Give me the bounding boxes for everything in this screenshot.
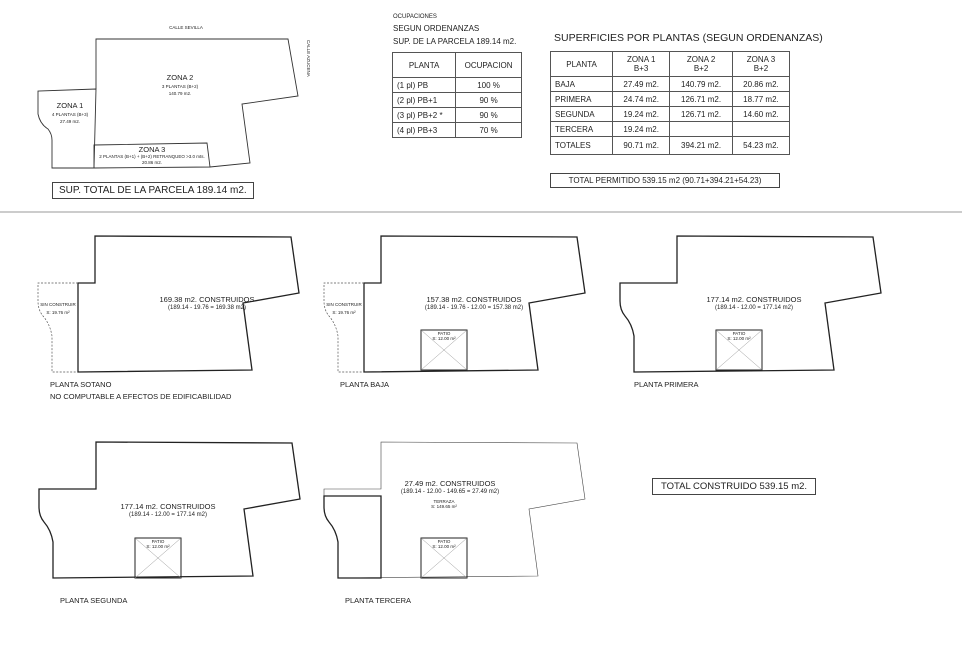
zone-1-title: ZONA 1 xyxy=(56,101,84,110)
cell: 100 % xyxy=(456,78,522,93)
table-row xyxy=(551,92,790,107)
plan-tercera-terraza: TERRAZA xyxy=(433,499,455,504)
total-permitido-box: TOTAL PERMITIDO 539.15 m2 (90.71+394.21+54.23) xyxy=(550,173,780,188)
zone-1-floors: 4 PLANTAS (B+3) xyxy=(51,112,89,117)
cell: 27.49 m2. xyxy=(613,77,670,92)
terraza-outline xyxy=(324,442,585,578)
cell: TOTALES xyxy=(551,137,613,155)
cell: 14.60 m2. xyxy=(732,107,789,122)
plan-tercera-patio: PATIO xyxy=(437,539,451,544)
header-cell: PLANTA xyxy=(551,52,613,77)
plan-primera-patio-area: S: 12.00 m² xyxy=(727,336,751,341)
plan-tercera-name: PLANTA TERCERA xyxy=(345,596,411,605)
table-row xyxy=(551,122,790,137)
cell: 70 % xyxy=(456,123,522,138)
cell: 126.71 m2. xyxy=(670,92,733,107)
superficies-title: SUPERFICIES POR PLANTAS (SEGUN ORDENANZAS) xyxy=(554,32,823,44)
cell: 20.86 m2. xyxy=(732,77,789,92)
plan-primera-built: 177.14 m2. CONSTRUIDOS xyxy=(706,295,802,304)
zone-height: B+2 xyxy=(753,64,769,73)
plan-baja-sin-construir: SIN CONSTRUIR xyxy=(326,302,362,307)
cell: (2 pl) PB+1 xyxy=(393,93,456,108)
plan-segunda-patio: PATIO xyxy=(151,539,165,544)
zone-name: ZONA 2 xyxy=(686,55,716,64)
zone-3-area: 20.86 m2. xyxy=(141,160,163,165)
cell: 394.21 m2. xyxy=(670,137,733,155)
table-row xyxy=(551,107,790,122)
plan-baja-patio: PATIO xyxy=(437,331,451,336)
plan-outline xyxy=(620,236,881,372)
plan-segunda-formula: (189.14 - 12.00 = 177.14 m2) xyxy=(129,512,207,518)
table-row xyxy=(551,77,790,92)
cell: TERCERA xyxy=(551,122,613,137)
plan-primera-patio: PATIO xyxy=(732,331,746,336)
cell: 54.23 m2. xyxy=(732,137,789,155)
zone-2-floors: 3 PLANTAS (B+2) xyxy=(161,84,199,89)
cell: 126.71 m2. xyxy=(670,107,733,122)
cell: 19.24 m2. xyxy=(613,107,670,122)
plan-tercera-terraza-area: S: 149.65 m² xyxy=(431,504,457,509)
total-construido-box: TOTAL CONSTRUIDO 539.15 m2. xyxy=(652,478,816,495)
table-row xyxy=(393,123,522,138)
zone-name: ZONA 1 xyxy=(626,55,656,64)
plan-primera-name: PLANTA PRIMERA xyxy=(634,380,699,389)
cell: 19.24 m2. xyxy=(613,122,670,137)
plan-sotano-sin-construir: SIN CONSTRUIR xyxy=(40,302,76,307)
ocupaciones-parcel: SUP. DE LA PARCELA 189.14 m2. xyxy=(393,37,517,46)
plan-sotano-formula: (189.14 - 19.76 = 169.38 m2) xyxy=(168,305,246,311)
zone-height: B+2 xyxy=(693,64,709,73)
cell: 90 % xyxy=(456,108,522,123)
header-cell xyxy=(732,52,789,77)
table-header-row xyxy=(393,53,522,78)
floor-plans xyxy=(38,236,881,578)
zone-name: ZONA 3 xyxy=(746,55,776,64)
table-row xyxy=(393,78,522,93)
plan-baja-patio-area: S: 12.00 m² xyxy=(432,336,456,341)
cell xyxy=(732,122,789,137)
ocupaciones-subtitle: SEGUN ORDENANZAS xyxy=(393,24,480,33)
plan-tercera-built: 27.49 m2. CONSTRUIDOS xyxy=(404,479,496,488)
table-row xyxy=(393,108,522,123)
header-cell: PLANTA xyxy=(393,53,456,78)
zone-3-title: ZONA 3 xyxy=(138,145,166,154)
superficies-table xyxy=(550,51,790,155)
sin-construir-outline xyxy=(324,283,364,372)
cell: (3 pl) PB+2 * xyxy=(393,108,456,123)
plan-outline xyxy=(324,496,381,578)
street-label-right: CALLE AZUCENA xyxy=(306,40,311,77)
plan-outline xyxy=(78,236,299,372)
header-cell xyxy=(613,52,670,77)
zone-2-outline xyxy=(96,39,298,167)
cell: 24.74 m2. xyxy=(613,92,670,107)
cell: 90.71 m2. xyxy=(613,137,670,155)
cell: (4 pl) PB+3 xyxy=(393,123,456,138)
plan-outline xyxy=(364,236,585,372)
sin-construir-outline xyxy=(38,283,78,372)
zone-2-area: 140.79 m2. xyxy=(168,91,192,96)
plan-tercera-formula: (189.14 - 12.00 - 149.65 = 27.49 m2) xyxy=(400,489,500,495)
cell: (1 pl) PB xyxy=(393,78,456,93)
ocupaciones-table xyxy=(392,52,522,138)
zone-height: B+3 xyxy=(633,64,649,73)
zone-1-area: 27.49 m2. xyxy=(59,119,81,124)
table-header-row xyxy=(551,52,790,77)
street-label-top: CALLE SEVILLA xyxy=(169,25,203,30)
parcel-total-box: SUP. TOTAL DE LA PARCELA 189.14 m2. xyxy=(52,182,254,199)
header-cell: OCUPACION xyxy=(456,53,522,78)
cell xyxy=(670,122,733,137)
cell: PRIMERA xyxy=(551,92,613,107)
zone-3-floors: 2 PLANTAS (B+1) + (B+2) RETRANQUEO >3.0 mts. xyxy=(99,154,205,159)
plan-tercera-patio-area: S: 12.00 m² xyxy=(432,544,456,549)
ocupaciones-title: OCUPACIONES xyxy=(393,14,437,20)
table-row-totals xyxy=(551,137,790,155)
cell: 140.79 m2. xyxy=(670,77,733,92)
cell: 90 % xyxy=(456,93,522,108)
plan-segunda-built: 177.14 m2. CONSTRUIDOS xyxy=(120,502,216,511)
cell: SEGUNDA xyxy=(551,107,613,122)
header-cell xyxy=(670,52,733,77)
cell: 18.77 m2. xyxy=(732,92,789,107)
plan-sotano-built: 169.38 m2. CONSTRUIDOS xyxy=(159,295,255,304)
zone-2-title: ZONA 2 xyxy=(166,73,194,82)
plan-baja-built: 157.38 m2. CONSTRUIDOS xyxy=(426,295,522,304)
plan-segunda-name: PLANTA SEGUNDA xyxy=(60,596,128,605)
table-row xyxy=(393,93,522,108)
plan-sotano-note: NO COMPUTABLE A EFECTOS DE EDIFICABILIDAD xyxy=(50,392,232,401)
plan-baja-formula: (189.14 - 19.76 - 12.00 = 157.38 m2) xyxy=(424,305,524,311)
plan-baja-sin-area: S: 19.76 m² xyxy=(332,310,356,315)
plan-sotano-sin-area: S: 19.76 m² xyxy=(46,310,70,315)
cell: BAJA xyxy=(551,77,613,92)
plan-sotano-name: PLANTA SOTANO xyxy=(50,380,112,389)
plan-baja-name: PLANTA BAJA xyxy=(340,380,390,389)
plan-primera-formula: (189.14 - 12.00 = 177.14 m2) xyxy=(715,305,793,311)
plan-segunda-patio-area: S: 12.00 m² xyxy=(146,544,170,549)
